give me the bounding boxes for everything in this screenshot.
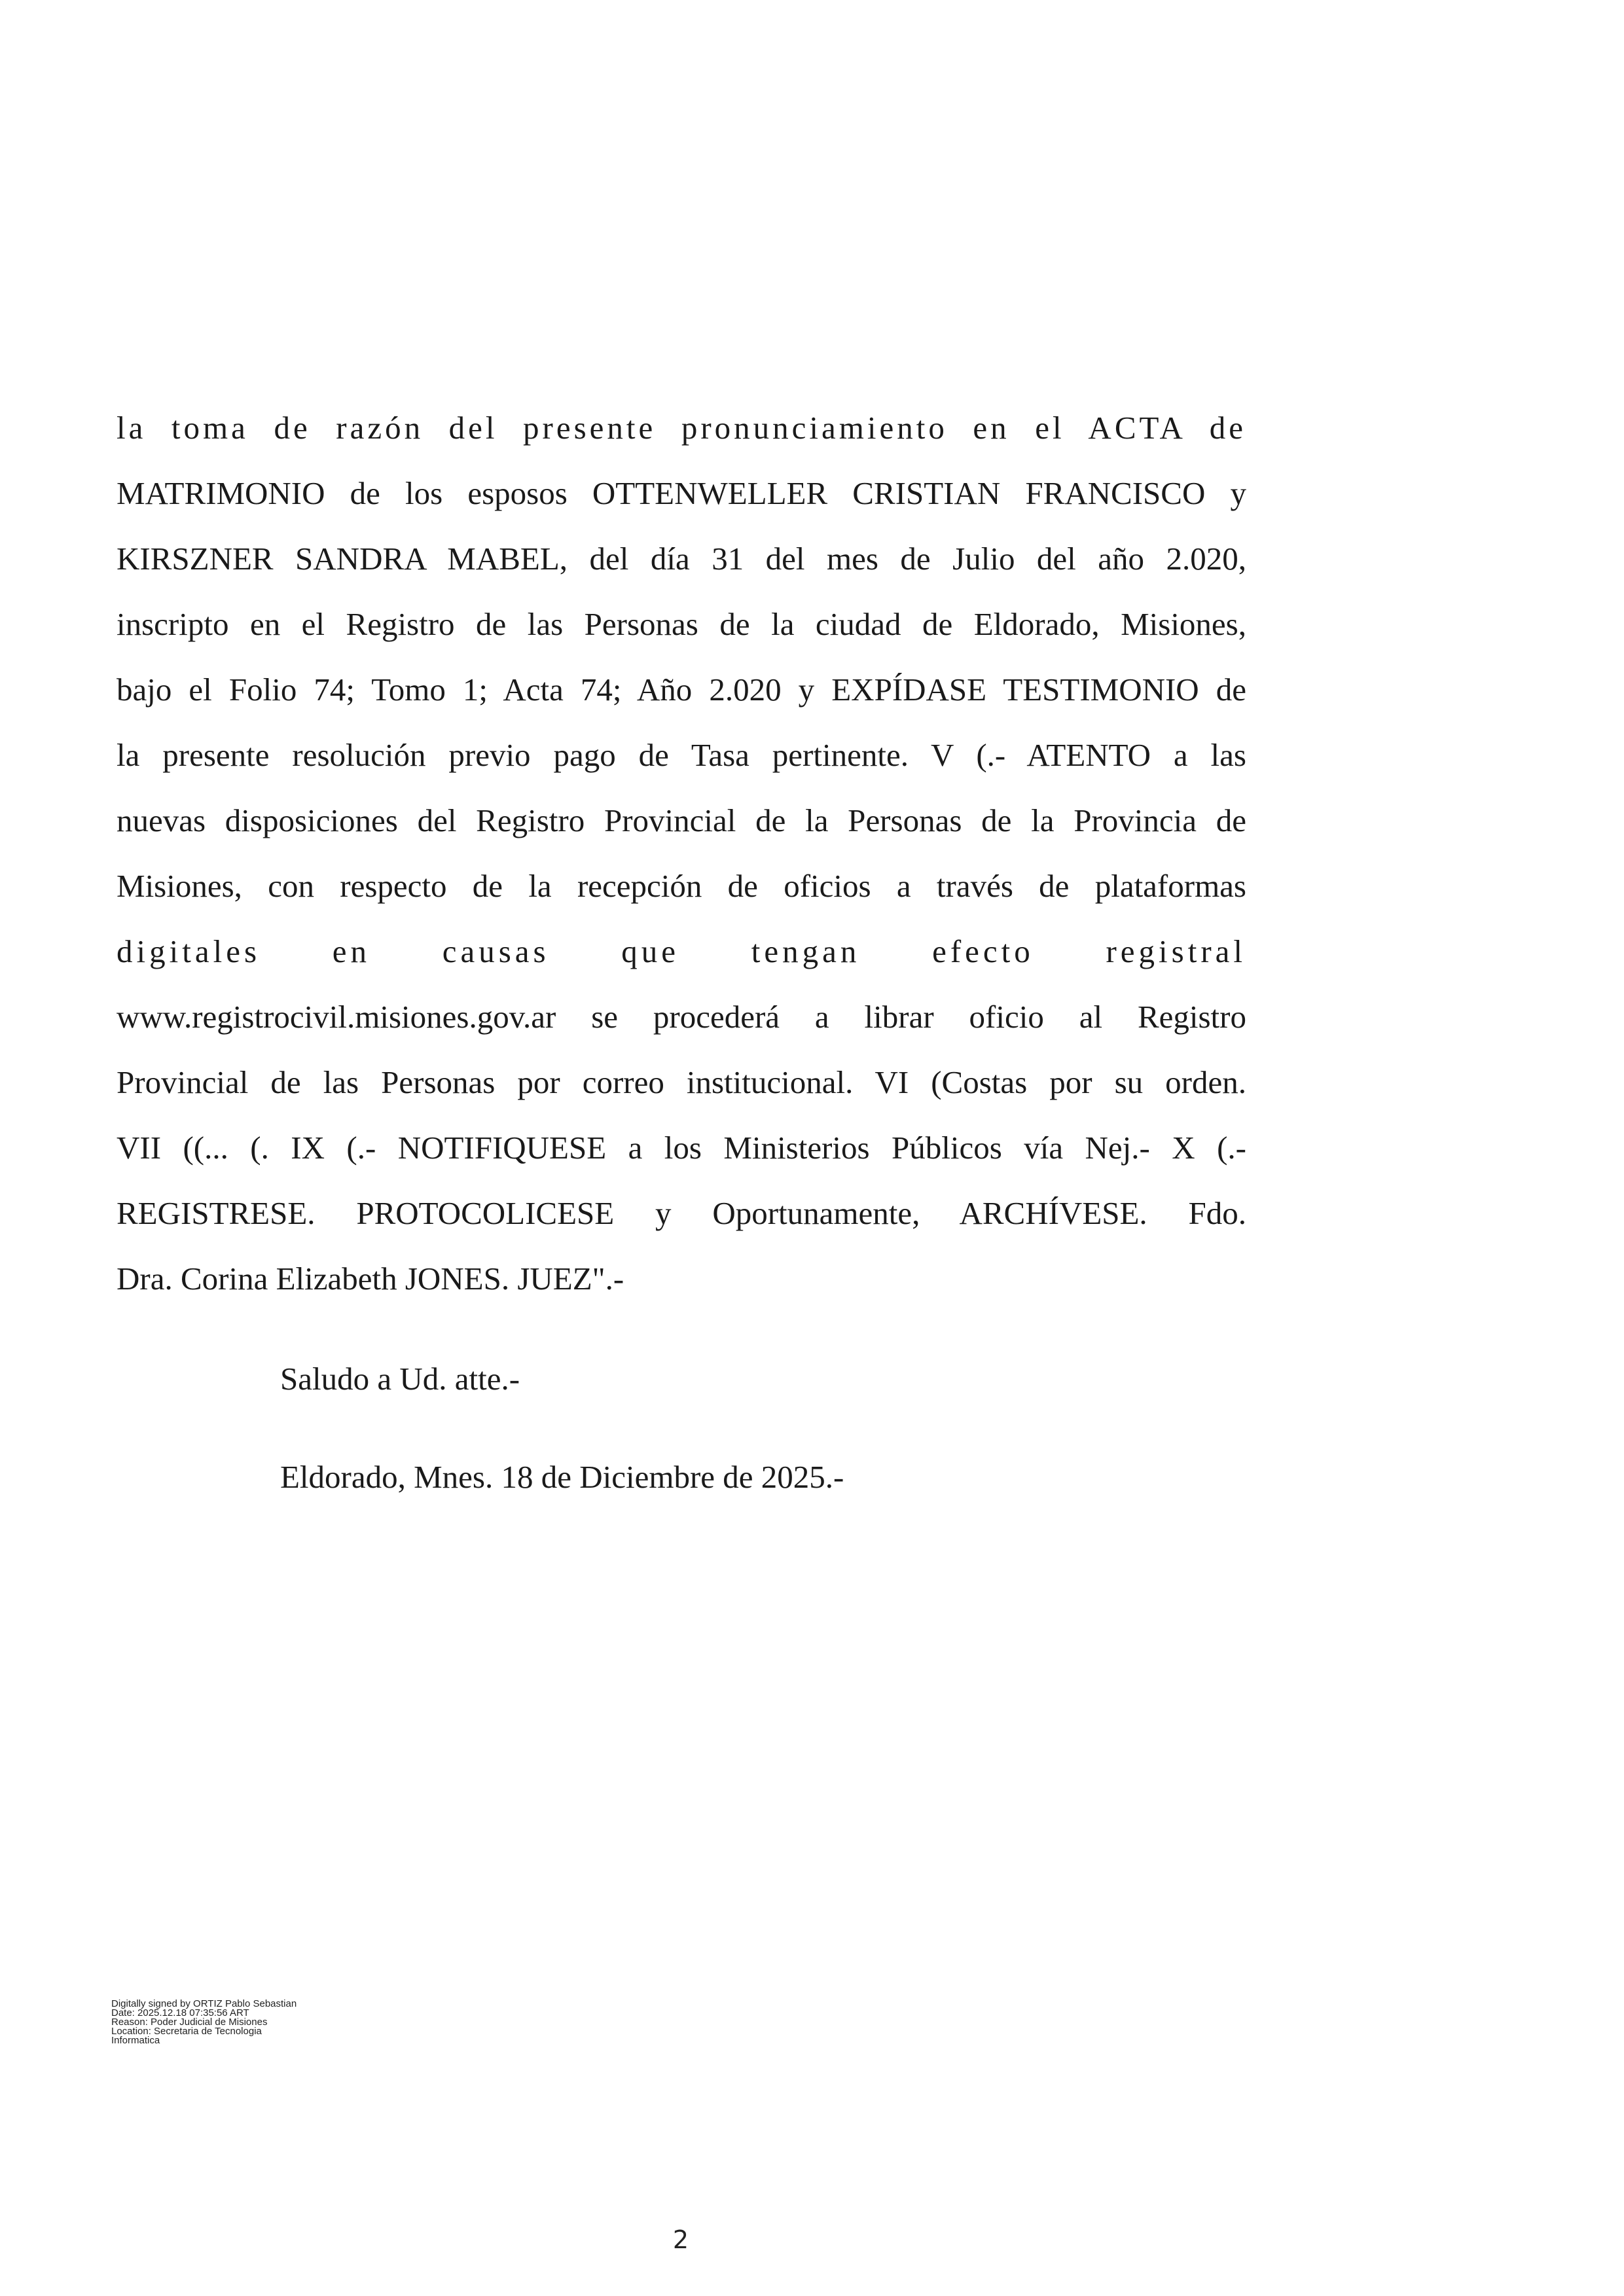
body-line-8: Misiones, con respecto de la recepción de oficios a través de plataformas xyxy=(117,868,1246,904)
body-line-2: MATRIMONIO de los esposos OTTENWELLER CRISTIAN FRANCISCO y xyxy=(117,475,1246,511)
body-line-5: bajo el Folio 74; Tomo 1; Acta 74; Año 2.020 y EXPÍDASE TESTIMONIO de xyxy=(117,672,1246,708)
body-line-1: la toma de razón del presente pronunciamiento en el ACTA de xyxy=(117,410,1246,446)
signature-date: Date: 2025.12.18 07:35:56 ART xyxy=(111,2007,249,2018)
body-line-14: Dra. Corina Elizabeth JONES. JUEZ".- xyxy=(117,1261,624,1297)
resolution-body-text xyxy=(117,395,1246,1312)
body-line-7: nuevas disposiciones del Registro Provincial de la Personas de la Provincia de xyxy=(117,802,1246,838)
signature-location-cont: Informatica xyxy=(111,2035,160,2046)
digital-signature-block xyxy=(111,2000,297,2045)
body-line-4: inscripto en el Registro de las Personas de la ciudad de Eldorado, Misiones, xyxy=(117,606,1246,642)
closing-greeting: Saludo a Ud. atte.- xyxy=(280,1361,520,1397)
signature-signed-by: Digitally signed by ORTIZ Pablo Sebastian xyxy=(111,1998,297,2009)
body-line-11: Provincial de las Personas por correo institucional. VI (Costas por su orden. xyxy=(117,1064,1246,1100)
page-number: 2 xyxy=(672,2225,689,2254)
body-line-9: digitales en causas que tengan efecto registral xyxy=(117,933,1246,969)
body-line-13: REGISTRESE. PROTOCOLICESE y Oportunamente, ARCHÍVESE. Fdo. xyxy=(117,1195,1246,1231)
place-and-date: Eldorado, Mnes. 18 de Diciembre de 2025.- xyxy=(280,1459,844,1495)
body-line-12: VII ((... (. IX (.- NOTIFIQUESE a los Ministerios Públicos vía Nej.- X (.- xyxy=(117,1130,1246,1166)
signature-location: Location: Secretaria de Tecnologia xyxy=(111,2026,262,2037)
signature-reason: Reason: Poder Judicial de Misiones xyxy=(111,2017,268,2028)
body-line-6: la presente resolución previo pago de Tasa pertinente. V (.- ATENTO a las xyxy=(117,737,1246,773)
body-line-3: KIRSZNER SANDRA MABEL, del día 31 del mes de Julio del año 2.020, xyxy=(117,541,1246,577)
body-line-10: www.registrocivil.misiones.gov.ar se procederá a librar oficio al Registro xyxy=(117,999,1246,1035)
